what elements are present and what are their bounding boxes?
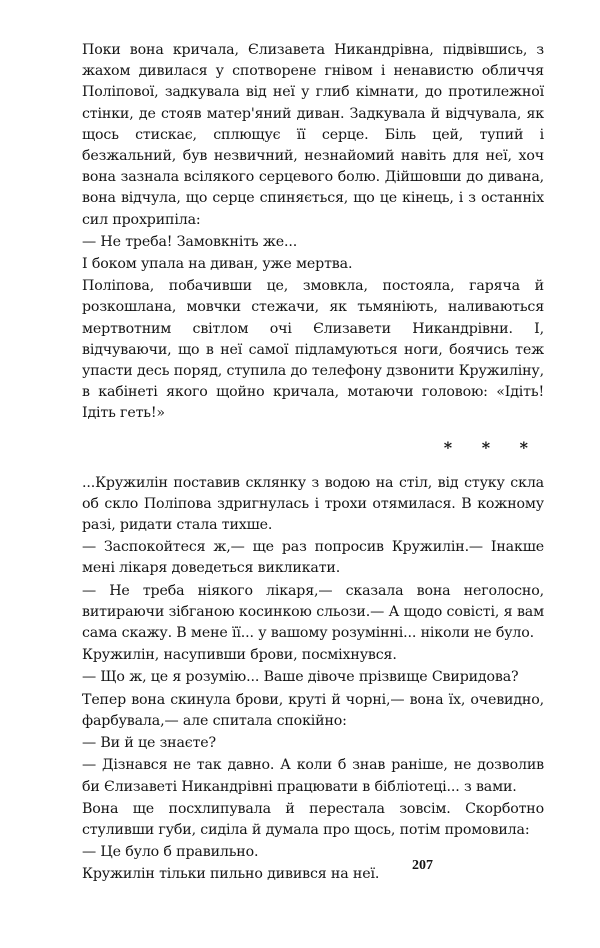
paragraph-14: — Це було б правильно. bbox=[82, 844, 259, 861]
paragraph-10: Тепер вона скинула брови, круті й чорні,— вона їх, очевидно, фарбувала,— але спитала спокійно: bbox=[82, 691, 544, 729]
paragraph-6: — Заспокойтеся ж,— ще раз попросив Кружилін.— Інакше мені лікаря доведеться викликати. bbox=[82, 539, 544, 577]
page-number: 207 bbox=[412, 858, 433, 873]
book-page bbox=[82, 40, 544, 886]
paragraph-15: Кружилін тільки пильно дивився на неї. bbox=[82, 866, 380, 883]
paragraph-8: Кружилін, насупивши брови, посміхнувся. bbox=[82, 647, 397, 664]
section-separator: * * * bbox=[443, 437, 540, 457]
paragraph-1: Поки вона кричала, Єлизавета Никандрівна, підвівшись, з жахом дивилася у спотворене гнівом і ненавистю обличчя Поліпової, задкувала від неї у глиб кімнати, до протилежної стінки, де стояв матер'яний диван. Задкувала й відчувала, як щось стискає, сплющує її серце. Біль цей, тупий і безжальний, був незвичний, незнайомий навіть для неї, хоч вона зазнала всілякого серцевого болю. Дійшовши до дивана, вона відчула, що серце спиняється, що це кінець, і з останніх сил прохрипіла: bbox=[82, 42, 544, 228]
paragraph-11: — Ви й це знаєте? bbox=[82, 735, 216, 752]
paragraph-13: Вона ще посхлипувала й перестала зовсім. Скорботно стуливши губи, сиділа й думала про щось, потім промовила: bbox=[82, 800, 544, 838]
paragraph-4: Поліпова, побачивши це, змовкла, постояла, гаряча й розкошлана, мовчки стежачи, як тьмяніють, наливаються мертвотним світлом очі Єлизавети Никандрівни. І, відчуваючи, що в неї самої підламуються ноги, боячись теж упасти десь поряд, ступила до телефону дзвонити Кружиліну, в кабінеті якого щойно кричала, мотаючи головою: «Ідіть! Ідіть геть!» bbox=[82, 278, 544, 422]
paragraph-2: — Не треба! Замовкніть же... bbox=[82, 233, 298, 250]
paragraph-3: І боком упала на диван, уже мертва. bbox=[82, 256, 353, 273]
paragraph-12: — Дізнався не так давно. А коли б знав раніше, не дозволив би Єлизаветі Никандрівні працювати в бібліотеці... з вами. bbox=[82, 757, 544, 795]
paragraph-5: ...Кружилін поставив склянку з водою на стіл, від стуку скла об скло Поліпова здригнулась і трохи отямилася. В кожному разі, ридати стала тихше. bbox=[82, 474, 544, 534]
paragraph-9: — Що ж, це я розумію... Ваше дівоче прізвище Свиридова? bbox=[82, 669, 519, 686]
paragraph-7: — Не треба ніякого лікаря,— сказала вона неголосно, витираючи зібганою косинкою сльози.— А щодо совісті, я вам сама скажу. В мене її... у вашому розумінні... ніколи не було. bbox=[82, 582, 544, 642]
